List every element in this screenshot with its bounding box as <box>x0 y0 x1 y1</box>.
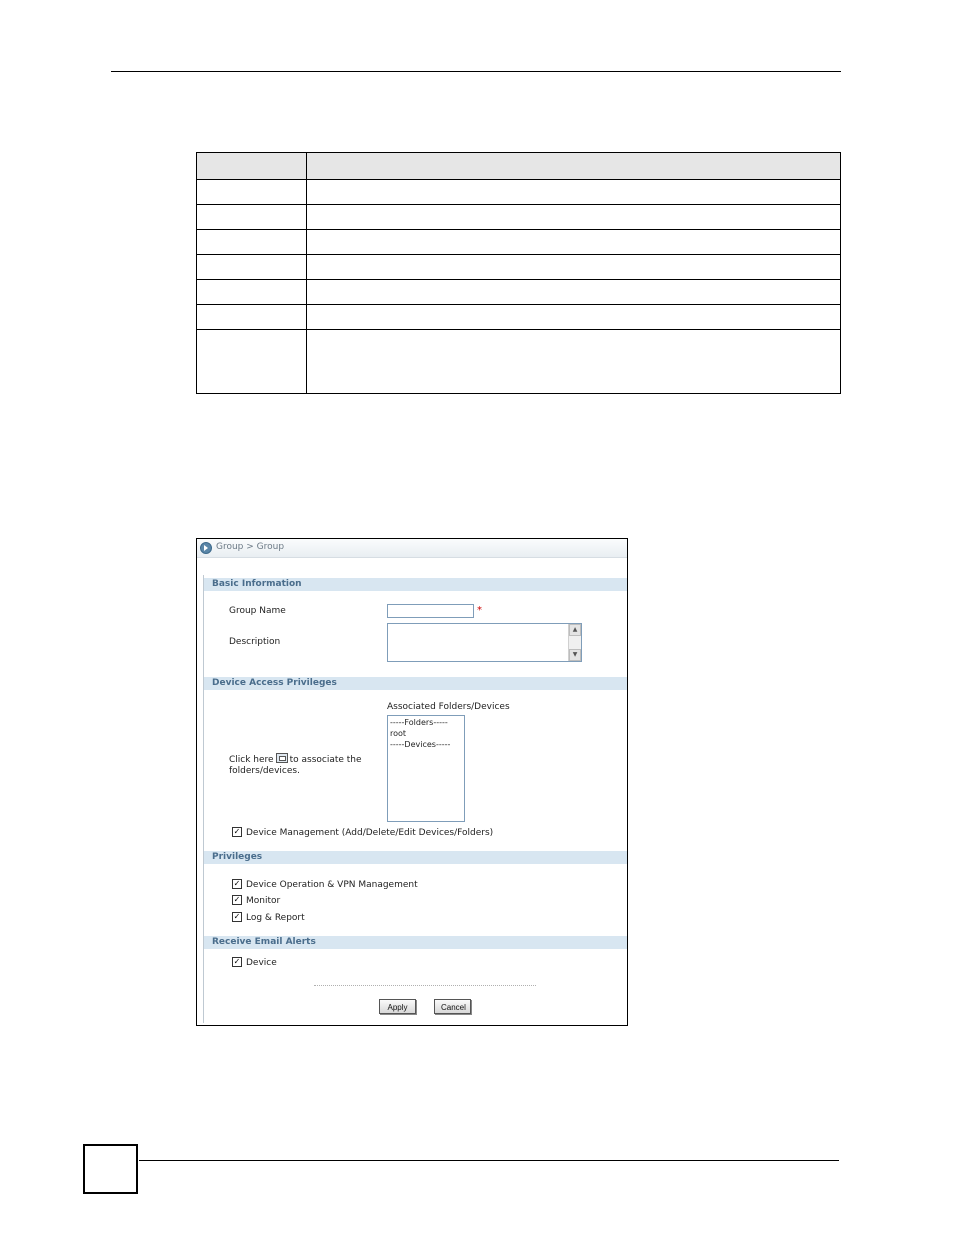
device-management-label: Device Management (Add/Delete/Edit Devices/Folders) <box>246 828 494 838</box>
group-name-input[interactable] <box>387 604 474 618</box>
table-row <box>197 330 841 394</box>
list-item[interactable]: root <box>390 729 407 738</box>
table-row <box>197 180 841 205</box>
table-row <box>197 205 841 230</box>
section-title-privileges: Privileges <box>212 852 263 862</box>
header-rule <box>111 71 841 72</box>
associate-hint-prefix: Click here <box>229 755 274 765</box>
cancel-button[interactable]: Cancel <box>434 999 471 1014</box>
table-header-cell <box>197 153 307 180</box>
device-alert-label: Device <box>246 958 277 968</box>
table-header-row <box>197 153 841 180</box>
group-screen <box>196 538 628 1026</box>
section-title-basic: Basic Information <box>212 579 302 589</box>
monitor-label: Monitor <box>246 896 281 906</box>
associate-folders-icon[interactable] <box>276 753 288 763</box>
list-item[interactable]: -----Devices----- <box>390 740 451 749</box>
scroll-up-icon[interactable]: ▲ <box>569 624 581 636</box>
list-item[interactable]: -----Folders----- <box>390 718 448 727</box>
table-row <box>197 280 841 305</box>
section-bar-privileges <box>204 851 627 864</box>
section-title-device-access: Device Access Privileges <box>212 678 337 688</box>
table-row <box>197 230 841 255</box>
panel-left-edge <box>203 575 204 1023</box>
breadcrumb: Group > Group <box>216 542 285 552</box>
log-report-label: Log & Report <box>246 913 305 923</box>
footer-rule <box>139 1160 839 1161</box>
device-alert-checkbox[interactable]: ✓ <box>233 957 241 966</box>
group-name-label: Group Name <box>229 606 286 616</box>
description-label: Description <box>229 637 281 647</box>
table-row <box>197 305 841 330</box>
table-header-cell <box>307 153 841 180</box>
button-divider <box>314 985 536 986</box>
apply-button[interactable]: Apply <box>379 999 416 1014</box>
associated-label: Associated Folders/Devices <box>387 702 510 712</box>
device-management-checkbox[interactable]: ✓ <box>233 827 241 836</box>
associate-hint-line2: folders/devices. <box>229 766 300 776</box>
table-row <box>197 255 841 280</box>
description-scrollbar[interactable] <box>568 624 581 661</box>
breadcrumb-bar <box>197 539 627 558</box>
page-number-box <box>83 1144 138 1194</box>
monitor-checkbox[interactable]: ✓ <box>233 895 241 904</box>
description-textarea[interactable] <box>387 623 582 662</box>
log-report-checkbox[interactable]: ✓ <box>233 912 241 921</box>
device-operation-checkbox[interactable]: ✓ <box>233 879 241 888</box>
associate-hint <box>229 753 362 777</box>
device-operation-label: Device Operation & VPN Management <box>246 880 418 890</box>
associated-listbox[interactable] <box>387 715 465 822</box>
scroll-down-icon[interactable]: ▼ <box>569 649 581 661</box>
section-title-email-alerts: Receive Email Alerts <box>212 937 316 947</box>
nav-arrow-icon <box>200 542 212 554</box>
required-mark: * <box>477 605 482 616</box>
description-table <box>196 152 841 394</box>
associate-hint-suffix: to associate the <box>289 755 362 765</box>
